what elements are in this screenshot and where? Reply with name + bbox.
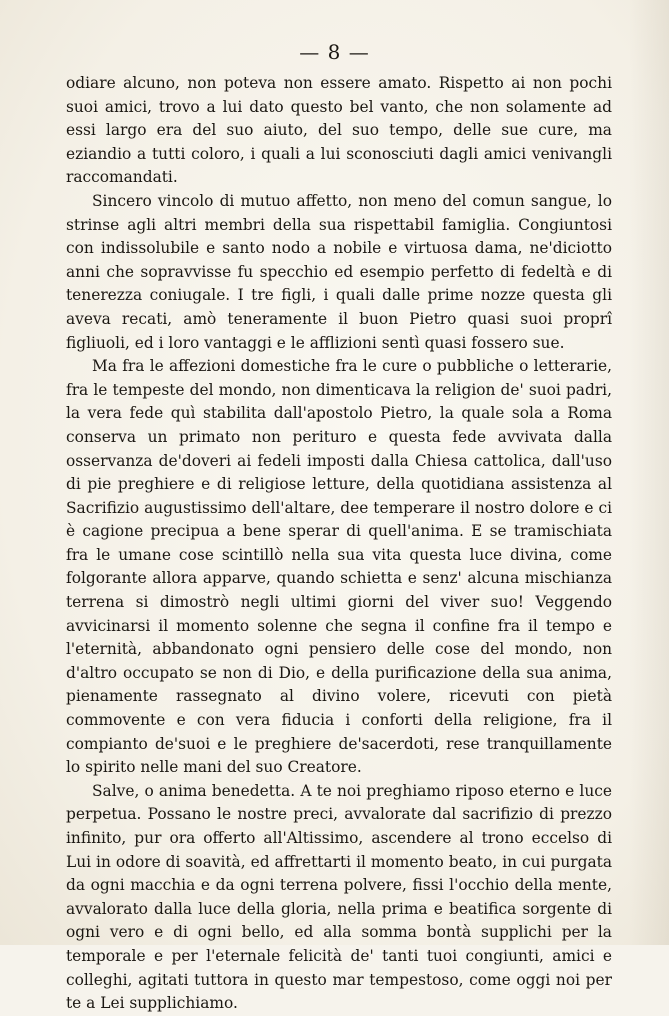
page-number: — 8 — — [299, 40, 370, 64]
paragraph-4: Salve, o anima benedetta. A te noi preghiamo riposo eterno e luce perpetua. Possano le nostre preci, avvalorate dal sacrifizio di prezzo infinito, pur ora offerto all'Altissimo, ascendere al trono eccelso di Lui in odore di soavità, ed affrettarti il momento beato, in cui purgata da ogni macchia e da ogni terrena polvere, fissi l'occhio della mente, avvalorato dalla luce della gloria, nella prima e beatifica sorgente di ogni vero e di ogni bello, ed alla somma bontà supplichi per la temporale e per l'eternale felicità de' tanti tuoi congiunti, amici e colleghi, agitati tuttora in questo mar tempestoso, come oggi noi per te a Lei supplichiamo. — [66, 781, 612, 1013]
paragraph-3: Ma fra le affezioni domestiche fra le cure o pubbliche o letterarie, fra le tempeste del mondo, non dimenticava la religion de' suoi padri, la vera fede quì stabilita dall'apostolo Pietro, la quale sola a Roma conserva un primato non perituro e questa fede avvivata dalla osservanza de'doveri ai fedeli imposti dalla Chiesa cattolica, dall'uso di pie preghiere e di religiose letture, della quotidiana assistenza al Sacrifizio augustissimo dell'altare, dee temperare il nostro dolore e ci è cagione precipua a bene sperar di quell'anima. E se tramischiata fra le umane cose scintillò nella sua vita questa luce divina, come folgorante allora apparve, quando schietta e senz' alcuna mischianza terrena si dimostrò negli ultimi giorni del viver suo! Veggendo avvicinarsi il momento solenne che segna il confine fra il tempo e l'eternità, abbandonato ogni pensiero delle cose del mondo, non d'altro occupato se non di Dio, e della purificazione della sua anima, pienamente rassegnato al divino volere, ricevuti con pietà commovente e con vera fiducia i conforti della religione, fra il compianto de'suoi e le preghiere de'sacerdoti, rese tranquillamente lo spirito nelle mani del suo Creatore. — [66, 357, 612, 777]
paragraph-1: odiare alcuno, non poteva non essere amato. Rispetto ai non pochi suoi amici, trovo a lui dato questo bel vanto, che non solamente ad essi largo era del suo aiuto, del suo tempo, delle sue cure, ma eziandio a tutti coloro, i quali a lui sconosciuti dagli amici venivangli raccomandati. — [66, 74, 612, 187]
body-text — [66, 72, 612, 1016]
paragraph-2: Sincero vincolo di mutuo affetto, non meno del comun sangue, lo strinse agli altri membri della sua rispettabil famiglia. Congiuntosi con indissolubile e santo nodo a nobile e virtuosa dama, ne'diciotto anni che sopravvisse fu specchio ed esempio perfetto di fedeltà e di tenerezza coniugale. I tre figli, i quali dalle prime nozze questa gli aveva recati, amò teneramente il buon Pietro quasi suoi proprî figliuoli, ed i loro vantaggi e le afflizioni sentì quasi fossero sue. — [66, 191, 612, 352]
page-edge-shadow — [629, 0, 669, 945]
